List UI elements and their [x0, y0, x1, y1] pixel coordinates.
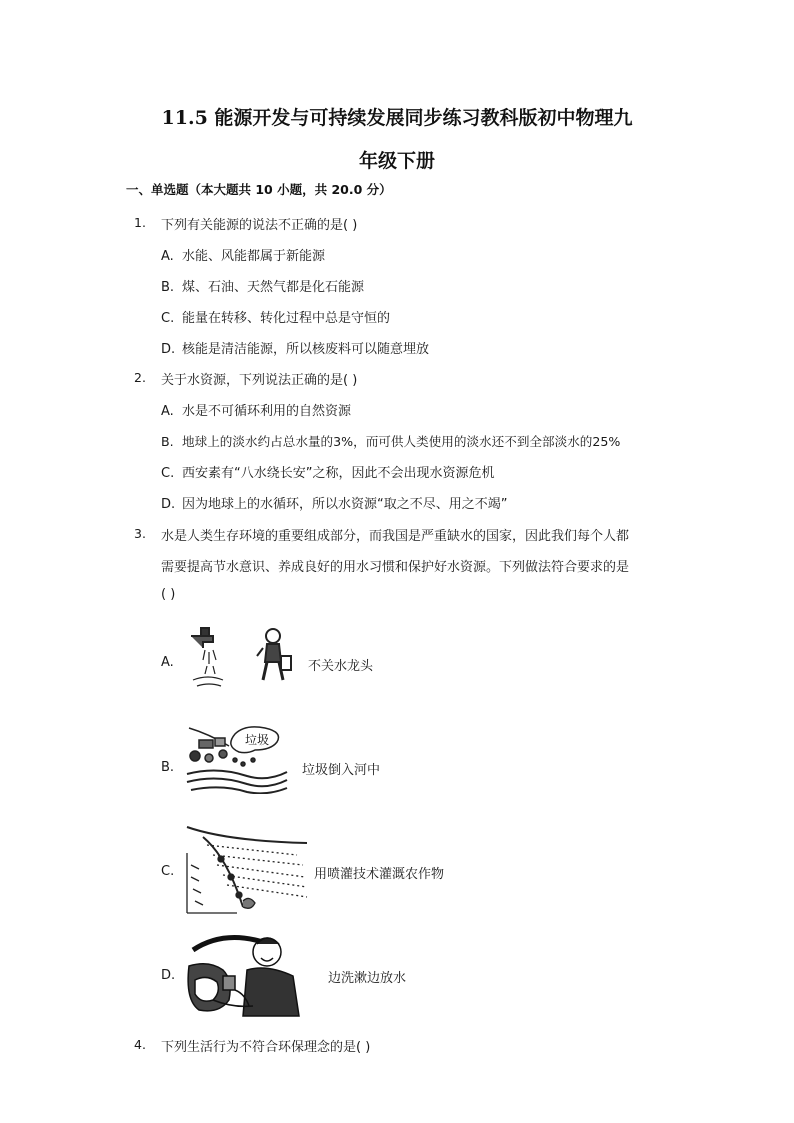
option-letter: B.: [161, 280, 175, 295]
option-text: 边洗漱边放水: [328, 971, 407, 986]
option-b[interactable]: [161, 276, 364, 295]
option-c[interactable]: [161, 462, 494, 481]
option-letter: B.: [161, 434, 174, 449]
option-text: 水是不可循环利用的自然资源: [182, 404, 352, 419]
option-text: 水能、风能都属于新能源: [182, 249, 326, 264]
option-text: 不关水龙头: [308, 659, 374, 674]
option-c[interactable]: [161, 307, 390, 326]
option-text: 煤、石油、天然气都是化石能源: [182, 280, 365, 295]
page-title-line2: 年级下册: [358, 150, 435, 172]
option-letter: A.: [161, 404, 174, 419]
question-stem: 关于水资源，下列说法正确的是( ): [161, 373, 358, 388]
option-text: 垃圾倒入河中: [302, 763, 381, 778]
section-header: 一、单选题（本大题共 10 小题，共 20.0 分）: [126, 182, 392, 197]
option-letter[interactable]: D.: [161, 968, 176, 983]
page-title: 11.5 能源开发与可持续发展同步练习教科版初中物理九: [161, 107, 633, 129]
option-d[interactable]: [161, 493, 507, 512]
option-text: 因为地球上的水循环，所以水资源“取之不尽、用之不竭”: [182, 497, 508, 512]
question-number: 1.: [134, 215, 146, 230]
option-letter: C.: [161, 466, 175, 481]
option-letter: C.: [161, 311, 175, 326]
option-letter: D.: [161, 497, 176, 512]
option-letter: D.: [161, 342, 176, 357]
garbage-river-icon[interactable]: [183, 724, 295, 794]
option-text: 能量在转移、转化过程中总是守恒的: [182, 311, 391, 326]
option-b[interactable]: [161, 431, 620, 450]
washing-icon[interactable]: [183, 930, 323, 1020]
sprinkler-field-icon[interactable]: [183, 825, 311, 917]
option-d[interactable]: [161, 338, 429, 357]
question-number: 4.: [134, 1037, 146, 1052]
question-stem-line: 需要提高节水意识、养成良好的用水习惯和保护好水资源。下列做法符合要求的是: [161, 560, 630, 575]
faucet-icon[interactable]: [183, 622, 303, 692]
option-text: 用喷灌技术灌溉农作物: [314, 867, 445, 882]
option-text: 西安素有“八水绕长安”之称，因此不会出现水资源危机: [182, 466, 495, 481]
option-letter[interactable]: A.: [161, 655, 174, 670]
option-letter[interactable]: C.: [161, 864, 175, 879]
question-stem-line: ( ): [161, 587, 176, 602]
question-stem: 下列生活行为不符合环保理念的是( ): [161, 1040, 371, 1055]
option-letter[interactable]: B.: [161, 760, 175, 775]
bubble-label: 垃圾: [245, 733, 270, 747]
question-stem: 下列有关能源的说法不正确的是( ): [161, 218, 358, 233]
question-number: 2.: [134, 370, 146, 385]
question-number: 3.: [134, 526, 146, 541]
option-text: 核能是清洁能源，所以核废料可以随意埋放: [182, 342, 430, 357]
question-stem-line: 水是人类生存环境的重要组成部分，而我国是严重缺水的国家，因此我们每个人都: [161, 529, 630, 544]
option-text: 地球上的淡水约占总水量的3%，而可供人类使用的淡水还不到全部淡水的25%: [182, 434, 621, 449]
option-letter: A.: [161, 249, 174, 264]
option-a[interactable]: [161, 400, 351, 419]
option-a[interactable]: [161, 245, 325, 264]
